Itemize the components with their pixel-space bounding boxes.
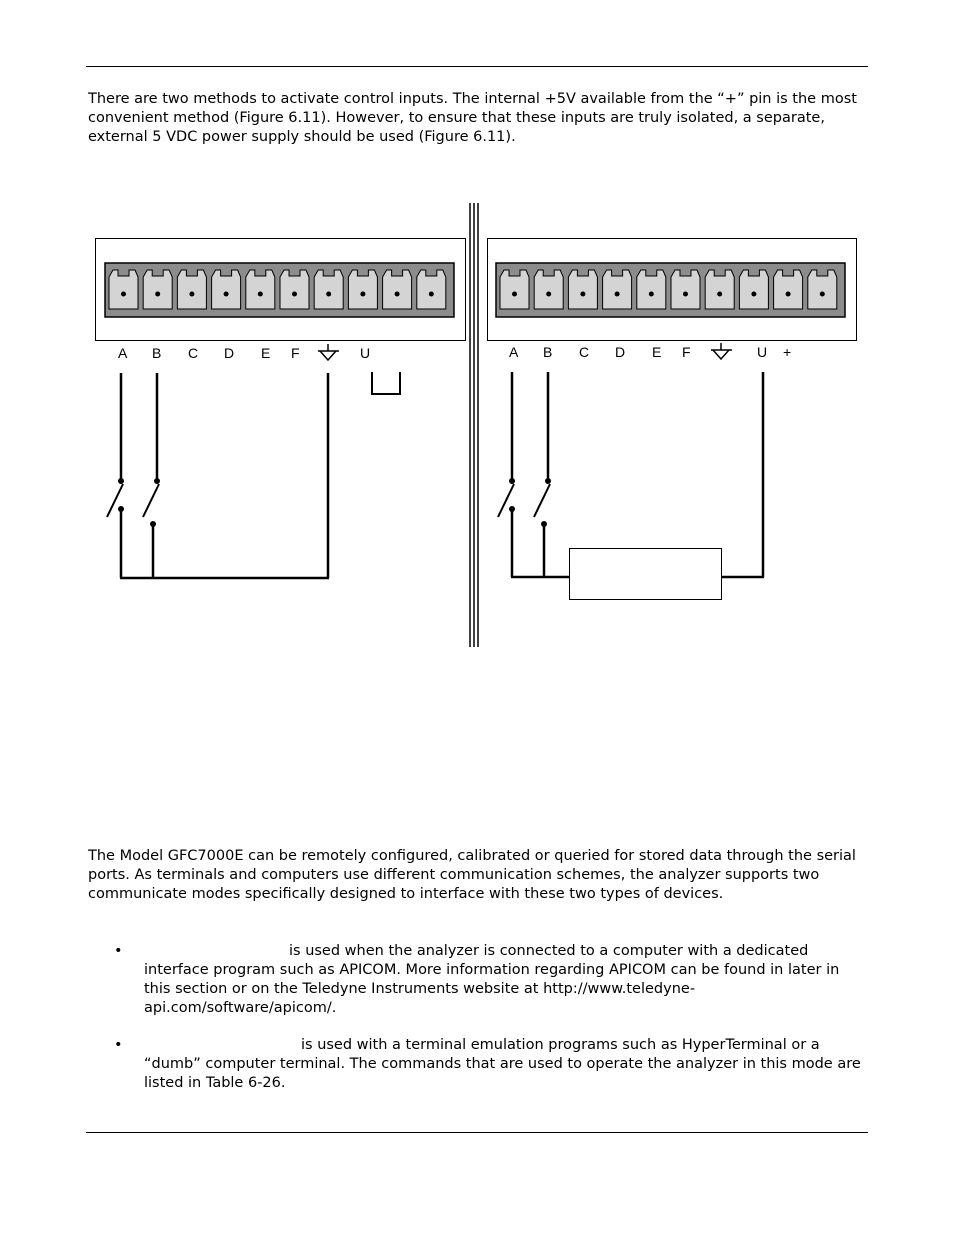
intro-paragraph: There are two methods to activate control inputs. The internal +5V available from the “+” pin is the most convenient method (Figure 6.11). However, to ensure that these inputs are truly isolated, a separate, external 5 VDC power supply should be used (Figure 6.11).: [88, 91, 857, 145]
right-pin-label-e: E: [652, 344, 662, 360]
computer-mode-text: is used when the analyzer is connected to a computer with a dedicated interface program such as APICOM. More information regarding APICOM can be found in later in this section or on the Teledyne Instruments website at http://www.teledyne-api.com/software/apicom/.: [144, 943, 840, 1016]
header-rule: [86, 66, 868, 67]
left-pin-label-b: B: [152, 345, 162, 361]
left-pin-labels: [118, 345, 370, 361]
bullet-marker: •: [114, 943, 123, 959]
left-pin-label-c: C: [188, 345, 199, 361]
left-terminal-1: [109, 270, 138, 309]
interactive-mode-bullet: [144, 1036, 868, 1093]
right-terminal-9: [774, 270, 803, 309]
right-pin-label-u: U: [757, 344, 768, 360]
right-terminal-1: [500, 270, 529, 309]
control-input-wiring-diagram: [0, 195, 954, 655]
left-terminal-5: [246, 270, 275, 309]
left-terminal-4: [212, 270, 241, 309]
left-u-jumper: [372, 372, 400, 394]
right-pin-label-b: B: [543, 344, 553, 360]
left-pin-label-e: E: [261, 345, 271, 361]
left-wiring: [120, 373, 329, 578]
right-terminal-7: [705, 270, 734, 309]
left-terminal-9: [383, 270, 412, 309]
interactive-mode-text: is used with a terminal emulation programs such as HyperTerminal or a “dumb” computer terminal. The commands that are used to operate the analyzer in this mode are listed in Table 6-26.: [144, 1037, 861, 1091]
right-terminal-6: [671, 270, 700, 309]
right-terminal-3: [568, 270, 597, 309]
computer-mode-bullet: [144, 942, 868, 1018]
left-pin-label-u: U: [360, 345, 371, 361]
right-pin-label-c: C: [579, 344, 590, 360]
right-pin-label-d: D: [615, 344, 626, 360]
left-connector-block: [96, 239, 466, 341]
right-terminal-2: [534, 270, 563, 309]
right-pin-label-f: F: [682, 344, 691, 360]
right-terminal-4: [603, 270, 632, 309]
right-ground-symbol: [711, 343, 732, 359]
left-terminal-6: [280, 270, 309, 309]
serial-paragraph: The Model GFC7000E can be remotely configured, calibrated or queried for stored data through the serial ports. As terminals and computers use different communication schemes, the analyzer supports two communicate modes specifically designed to interface with these two types of devices.: [88, 848, 856, 902]
left-terminal-8: [348, 270, 377, 309]
right-connector-block: [488, 239, 857, 341]
left-terminal-3: [177, 270, 206, 309]
left-switch-b: [143, 478, 160, 527]
external-power-supply-box: [570, 549, 722, 600]
right-terminal-8: [739, 270, 768, 309]
bullet-marker: •: [114, 1037, 123, 1053]
left-pin-label-d: D: [224, 345, 235, 361]
right-terminal-10: [808, 270, 837, 309]
right-pin-label-plus: +: [783, 344, 792, 360]
right-switch-a: [498, 478, 515, 517]
right-pin-labels: [509, 344, 791, 360]
left-ground-symbol: [318, 344, 339, 360]
left-pin-label-a: A: [118, 345, 128, 361]
right-pin-label-a: A: [509, 344, 519, 360]
left-terminal-10: [417, 270, 446, 309]
footer-rule: [86, 1132, 868, 1133]
right-terminal-5: [637, 270, 666, 309]
right-switch-b: [534, 478, 551, 527]
left-switch-a: [107, 478, 124, 517]
panel-divider: [470, 203, 478, 647]
right-wiring: [511, 372, 764, 577]
left-pin-label-f: F: [291, 345, 300, 361]
left-terminal-2: [143, 270, 172, 309]
left-terminal-7: [314, 270, 343, 309]
